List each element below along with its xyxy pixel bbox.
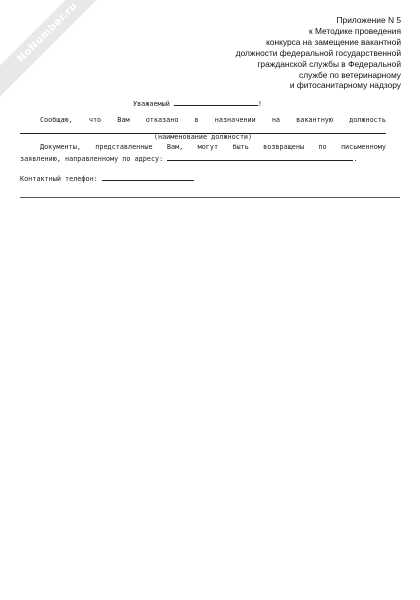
documents-sentence-continuation	[20, 152, 357, 163]
phone-label: Контактный телефон:	[20, 175, 98, 183]
refusal-sentence	[20, 116, 386, 124]
header-line: и фитосанитарному надзору	[289, 80, 401, 91]
contact-phone-line	[20, 172, 194, 183]
watermark-text: NoNumber.ru	[15, 0, 80, 65]
sentence-word: представленные	[95, 143, 153, 151]
sentence-word: назначении	[214, 116, 256, 124]
position-name-caption: (наименование должности)	[153, 133, 253, 141]
header-line: должности федеральной государственной	[235, 47, 401, 58]
sentence-word: вакантную	[296, 116, 333, 124]
sentence-word: отказано	[145, 116, 179, 124]
watermark-ribbon	[0, 0, 119, 104]
salutation-exclamation: !	[257, 100, 262, 108]
appendix-header	[161, 15, 401, 91]
sentence-word: быть	[232, 143, 249, 151]
header-line: к Методике проведения	[308, 25, 401, 36]
header-line: конкурса на замещение вакантной	[266, 36, 401, 47]
sentence-word: что	[88, 116, 102, 124]
recipient-name-blank	[174, 97, 258, 106]
sentence-word: Вам	[117, 116, 130, 124]
sentence-word: письменному	[340, 143, 386, 151]
sentence-word: Документы,	[40, 143, 81, 151]
sentence-word: в	[194, 116, 199, 124]
address-label: заявлению, направленному по адресу:	[20, 155, 164, 163]
sentence-word: возвращены	[263, 143, 305, 151]
phone-blank	[102, 172, 194, 181]
header-line: гражданской службы в Федеральной	[257, 58, 401, 69]
sentence-period: .	[353, 155, 358, 163]
sentence-word: должность	[349, 116, 386, 124]
sentence-word: на	[271, 116, 281, 124]
header-line: Приложение N 5	[336, 15, 401, 25]
sentence-word: Вам,	[166, 143, 184, 151]
salutation-word: Уважаемый	[133, 100, 170, 108]
address-blank	[167, 152, 353, 161]
header-line: службе по ветеринарному	[299, 69, 401, 80]
bottom-divider	[20, 197, 400, 198]
sentence-word: Сообщаю,	[40, 116, 73, 124]
salutation-line	[133, 97, 262, 108]
sentence-word: по	[318, 143, 327, 151]
sentence-word: могут	[197, 143, 219, 151]
documents-sentence	[20, 143, 386, 151]
